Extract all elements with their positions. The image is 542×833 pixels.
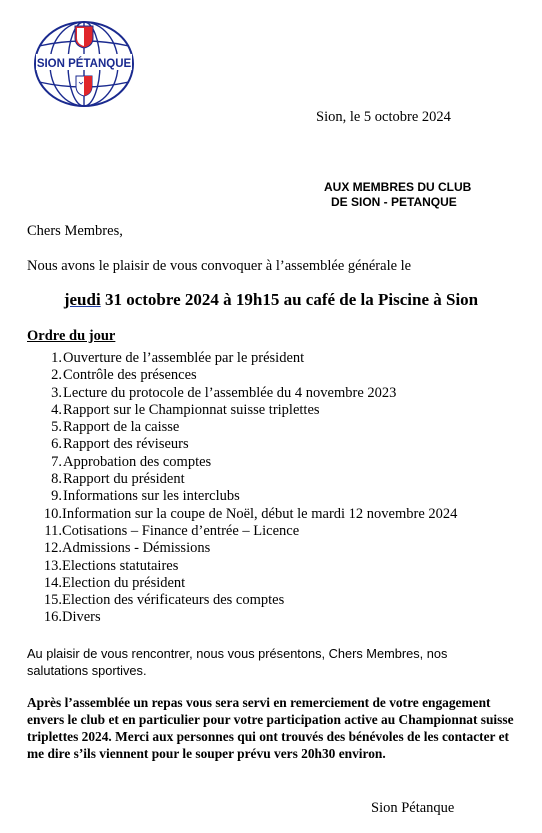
agenda-title: Ordre du jour <box>27 328 116 344</box>
agenda-item-number: 5. <box>51 419 62 436</box>
agenda-item-number: 2. <box>51 367 62 384</box>
after-meeting-note: Après l’assemblée un repas vous sera servi en remerciement de votre engagement envers le club et en particulier pour votre participation active au Championnat suisse triplettes 2024. Merci aux personnes qui ont trouvés des bénévoles de les contacter et me dire s’ils viennent pour le souper prévu vers 20h30 environ. <box>27 695 514 761</box>
agenda-item <box>43 385 457 402</box>
agenda-item <box>43 609 457 626</box>
agenda-item-text: Rapport sur le Championnat suisse triplettes <box>63 401 320 418</box>
agenda-item <box>43 350 457 367</box>
agenda-item-number: 13. <box>43 557 62 574</box>
agenda-item-number: 10. <box>43 505 62 522</box>
intro-text: Nous avons le plaisir de vous convoquer à l’assemblée générale le <box>27 258 412 274</box>
agenda-item <box>43 592 457 609</box>
agenda-item-number: 11. <box>44 522 62 539</box>
agenda-item-number: 9. <box>51 488 62 505</box>
agenda-item <box>43 506 457 523</box>
salutation: Chers Membres, <box>27 223 123 239</box>
agenda-item <box>43 402 457 419</box>
signature: Sion Pétanque <box>371 800 455 816</box>
agenda-item-text: Elections statutaires <box>62 557 179 574</box>
addressee-line-1: AUX MEMBRES DU CLUB <box>324 180 472 194</box>
agenda-item <box>43 454 457 471</box>
agenda-item-number: 4. <box>51 401 62 418</box>
agenda-item-number: 1. <box>51 350 62 366</box>
agenda-item <box>43 575 457 592</box>
agenda-item-text: Rapport des réviseurs <box>63 436 189 453</box>
agenda-item-text: Cotisations – Finance d’entrée – Licence <box>62 522 300 539</box>
agenda-item-text: Rapport du président <box>63 471 185 488</box>
addressee-block <box>324 180 471 210</box>
agenda-item-text: Election des vérificateurs des comptes <box>62 592 285 609</box>
agenda-item <box>43 419 457 436</box>
agenda-item <box>43 488 457 505</box>
agenda-item <box>43 523 457 540</box>
closing-text: Au plaisir de vous rencontrer, nous vous présentons, Chers Membres, nos salutations sportives. <box>27 646 448 678</box>
agenda-item-number: 6. <box>51 436 62 453</box>
agenda-item <box>43 471 457 488</box>
meeting-datetime-location: 31 octobre 2024 à 19h15 au café de la Piscine à Sion <box>100 290 479 309</box>
agenda-item-text: Contrôle des présences <box>63 367 197 384</box>
agenda-item <box>43 558 457 575</box>
agenda-item <box>43 540 457 557</box>
agenda-item <box>43 367 457 384</box>
agenda-item-text: Admissions - Démissions <box>62 540 211 557</box>
agenda-item-text: Ouverture de l’assemblée par le président <box>63 350 305 366</box>
agenda-item-text: Election du président <box>62 574 186 591</box>
agenda-item-text: Approbation des comptes <box>63 453 212 470</box>
agenda-item-number: 16. <box>43 609 62 626</box>
club-logo <box>33 20 135 108</box>
agenda-item-number: 3. <box>51 384 62 401</box>
meeting-details <box>0 290 542 310</box>
agenda-item-number: 8. <box>51 471 62 488</box>
agenda-item-number: 7. <box>51 453 62 470</box>
agenda-item-text: Informations sur les interclubs <box>63 488 240 505</box>
place-date: Sion, le 5 octobre 2024 <box>316 109 451 125</box>
agenda-item-text: Lecture du protocole de l’assemblée du 4 novembre 2023 <box>63 384 397 401</box>
agenda-list <box>43 350 457 627</box>
agenda-item-text: Rapport de la caisse <box>63 419 180 436</box>
agenda-item-number: 14. <box>43 574 62 591</box>
agenda-item-text: Divers <box>62 609 101 626</box>
agenda-item-text: Information sur la coupe de Noël, début le mardi 12 novembre 2024 <box>62 505 458 522</box>
agenda-item <box>43 436 457 453</box>
meeting-day: jeudi <box>63 290 101 309</box>
logo-text: SION PÉTANQUE <box>36 58 132 70</box>
agenda-item-number: 15. <box>43 592 62 609</box>
agenda-item-number: 12. <box>43 540 62 557</box>
addressee-line-2: DE SION - PETANQUE <box>331 195 457 209</box>
